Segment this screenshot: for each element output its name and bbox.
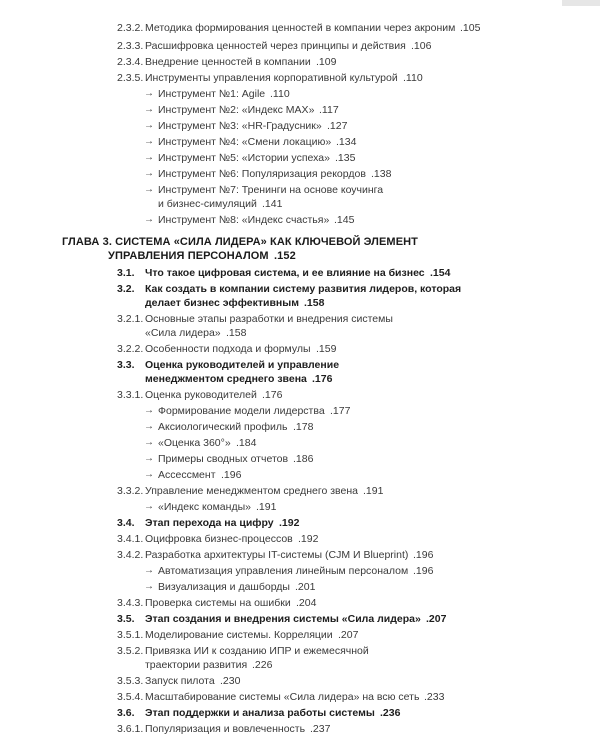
arrow-right-icon: →: [144, 437, 154, 448]
subentry-title: Формирование модели лидерства: [158, 405, 325, 417]
section-title: Этап перехода на цифру: [145, 517, 274, 529]
entry-page: .159: [316, 343, 337, 355]
entry-title: Оценка руководителей: [145, 389, 257, 401]
entry-number: 3.6.1.: [117, 723, 144, 735]
subentry-title: «Индекс команды»: [158, 501, 251, 513]
entry-title-continued: «Сила лидера»: [145, 327, 221, 339]
arrow-right-icon: →: [144, 104, 154, 115]
section-title: Как создать в компании систему развития лидеров, которая: [145, 283, 462, 295]
arrow-right-icon: →: [144, 581, 154, 592]
entry-number: 2.3.5.: [117, 72, 144, 84]
entry-page: .230: [220, 675, 241, 687]
section-page: .236: [380, 707, 401, 719]
entry-page: .226: [252, 659, 273, 671]
subentry-title: Визуализация и дашборды: [158, 581, 290, 593]
subentry-title: Ассессмент: [158, 469, 216, 481]
entry-title: Управление менеджментом среднего звена: [145, 485, 358, 497]
arrow-right-icon: →: [144, 136, 154, 147]
subentry-page: .141: [262, 198, 283, 210]
entry-number: 3.3.2.: [117, 485, 144, 497]
section-page: .158: [304, 297, 325, 309]
section-page: .154: [430, 267, 451, 279]
section-title: Оценка руководителей и управление: [145, 359, 340, 371]
entry-number: 2.3.4.: [117, 56, 144, 68]
subentry-title: Инструмент №4: «Смени локацию»: [158, 136, 332, 148]
entry-page: .192: [298, 533, 319, 545]
subentry-title: Инструмент №7: Тренинги на основе коучинга: [158, 184, 384, 196]
chapter-page: .152: [274, 250, 296, 262]
section-number: 3.6.: [117, 707, 135, 719]
section-title: Этап создания и внедрения системы «Сила лидера»: [145, 613, 421, 625]
entry-number: 3.5.4.: [117, 691, 144, 703]
arrow-right-icon: →: [144, 168, 154, 179]
entry-page: .106: [411, 40, 432, 52]
entry-page: .204: [296, 597, 317, 609]
section-page: .207: [426, 613, 447, 625]
arrow-right-icon: →: [144, 501, 154, 512]
subentry-title: Инструмент №1: Agile: [158, 88, 266, 100]
entry-title: Оцифровка бизнес-процессов: [145, 533, 293, 545]
entry-number: 3.3.1.: [117, 389, 144, 401]
entry-title: Моделирование системы. Корреляции: [145, 629, 333, 641]
chapter-title-line1: ГЛАВА 3. СИСТЕМА «СИЛА ЛИДЕРА» КАК КЛЮЧЕВОЙ ЭЛЕМЕНТ: [62, 236, 418, 248]
entry-title: Особенности подхода и формулы: [145, 343, 311, 355]
arrow-right-icon: →: [144, 469, 154, 480]
entry-title: Расшифровка ценностей через принципы и действия: [145, 40, 406, 52]
entry-page: .191: [363, 485, 384, 497]
arrow-right-icon: →: [144, 453, 154, 464]
subentry-page: .201: [295, 581, 316, 593]
subentry-title: Инструмент №3: «HR-Градусник»: [158, 120, 322, 132]
subentry-page: .177: [330, 405, 351, 417]
arrow-right-icon: →: [144, 152, 154, 163]
section-title: Что такое цифровая система, и ее влияние на бизнес: [145, 267, 425, 279]
entry-page: .109: [316, 56, 337, 68]
arrow-right-icon: →: [144, 120, 154, 131]
arrow-right-icon: →: [144, 88, 154, 99]
subentry-title-continued: и бизнес-симуляций: [158, 198, 257, 210]
entry-title: Методика формирования ценностей в компании через акроним: [145, 22, 456, 34]
entry-title: Проверка системы на ошибки: [145, 597, 291, 609]
entry-title: Инструменты управления корпоративной культурой: [145, 72, 398, 84]
section-number: 3.3.: [117, 359, 135, 371]
subentry-title: «Оценка 360°»: [158, 437, 231, 449]
entry-title: Масштабирование системы «Сила лидера» на всю сеть: [145, 691, 420, 703]
subentry-title: Инструмент №5: «Истории успеха»: [158, 152, 330, 164]
page-corner-decoration: [562, 0, 600, 6]
entry-number: 3.4.3.: [117, 597, 144, 609]
subentry-page: .134: [336, 136, 357, 148]
entry-number: 3.5.2.: [117, 645, 144, 657]
entry-title: Популяризация и вовлеченность: [145, 723, 306, 735]
section-number: 3.2.: [117, 283, 135, 295]
subentry-page: .186: [293, 453, 314, 465]
arrow-right-icon: →: [144, 421, 154, 432]
section-number: 3.4.: [117, 517, 135, 529]
subentry-page: .135: [335, 152, 356, 164]
subentry-page: .145: [334, 214, 355, 226]
entry-page: .237: [310, 723, 331, 735]
section-title-continued: менеджментом среднего звена: [145, 373, 307, 385]
chapter-title-line2: УПРАВЛЕНИЯ ПЕРСОНАЛОМ: [108, 250, 269, 262]
entry-title: Разработка архитектуры IT-системы (CJM И Blueprint): [145, 549, 409, 561]
entry-page: .158: [226, 327, 247, 339]
subentry-page: .127: [327, 120, 348, 132]
entry-number: 2.3.3.: [117, 40, 144, 52]
entry-page: .233: [424, 691, 445, 703]
subentry-page: .138: [371, 168, 392, 180]
entry-number: 3.2.1.: [117, 313, 144, 325]
entry-title: Внедрение ценностей в компании: [145, 56, 311, 68]
section-title: Этап поддержки и анализа работы системы: [145, 707, 375, 719]
subentry-title: Инструмент №8: «Индекс счастья»: [158, 214, 330, 226]
subentry-page: .184: [236, 437, 257, 449]
section-page: .176: [312, 373, 333, 385]
entry-number: 3.5.1.: [117, 629, 144, 641]
subentry-page: .110: [270, 88, 290, 100]
section-number: 3.5.: [117, 613, 135, 625]
entry-page: .176: [262, 389, 283, 401]
entry-number: 2.3.2.: [117, 22, 144, 34]
section-page: .192: [279, 517, 300, 529]
entry-page: .105: [460, 22, 481, 34]
section-title-continued: делает бизнес эффективным: [145, 297, 299, 309]
entry-number: 3.5.3.: [117, 675, 144, 687]
subentry-title: Аксиологический профиль: [158, 421, 288, 433]
entry-page: .110: [403, 72, 423, 84]
entry-title: Привязка ИИ к созданию ИПР и ежемесячной: [145, 645, 369, 657]
subentry-page: .196: [221, 469, 242, 481]
entry-number: 3.4.1.: [117, 533, 144, 545]
subentry-page: .178: [293, 421, 314, 433]
subentry-title: Инструмент №2: «Индекс MAX»: [158, 104, 315, 116]
section-number: 3.1.: [117, 267, 135, 279]
arrow-right-icon: →: [144, 405, 154, 416]
entry-page: .196: [413, 549, 434, 561]
subentry-page: .196: [413, 565, 434, 577]
subentry-title: Автоматизация управления линейным персоналом: [158, 565, 409, 577]
subentry-title: Инструмент №6: Популяризация рекордов: [158, 168, 366, 180]
entry-title: Запуск пилота: [145, 675, 215, 687]
arrow-right-icon: →: [144, 184, 154, 195]
entry-number: 3.2.2.: [117, 343, 144, 355]
entry-page: .207: [338, 629, 359, 641]
subentry-page: .117: [319, 104, 339, 116]
arrow-right-icon: →: [144, 565, 154, 576]
subentry-page: .191: [256, 501, 277, 513]
entry-title: Основные этапы разработки и внедрения системы: [145, 313, 393, 325]
entry-number: 3.4.2.: [117, 549, 144, 561]
subentry-title: Примеры сводных отчетов: [158, 453, 289, 465]
entry-title-continued: траектории развития: [145, 659, 248, 671]
arrow-right-icon: →: [144, 214, 154, 225]
